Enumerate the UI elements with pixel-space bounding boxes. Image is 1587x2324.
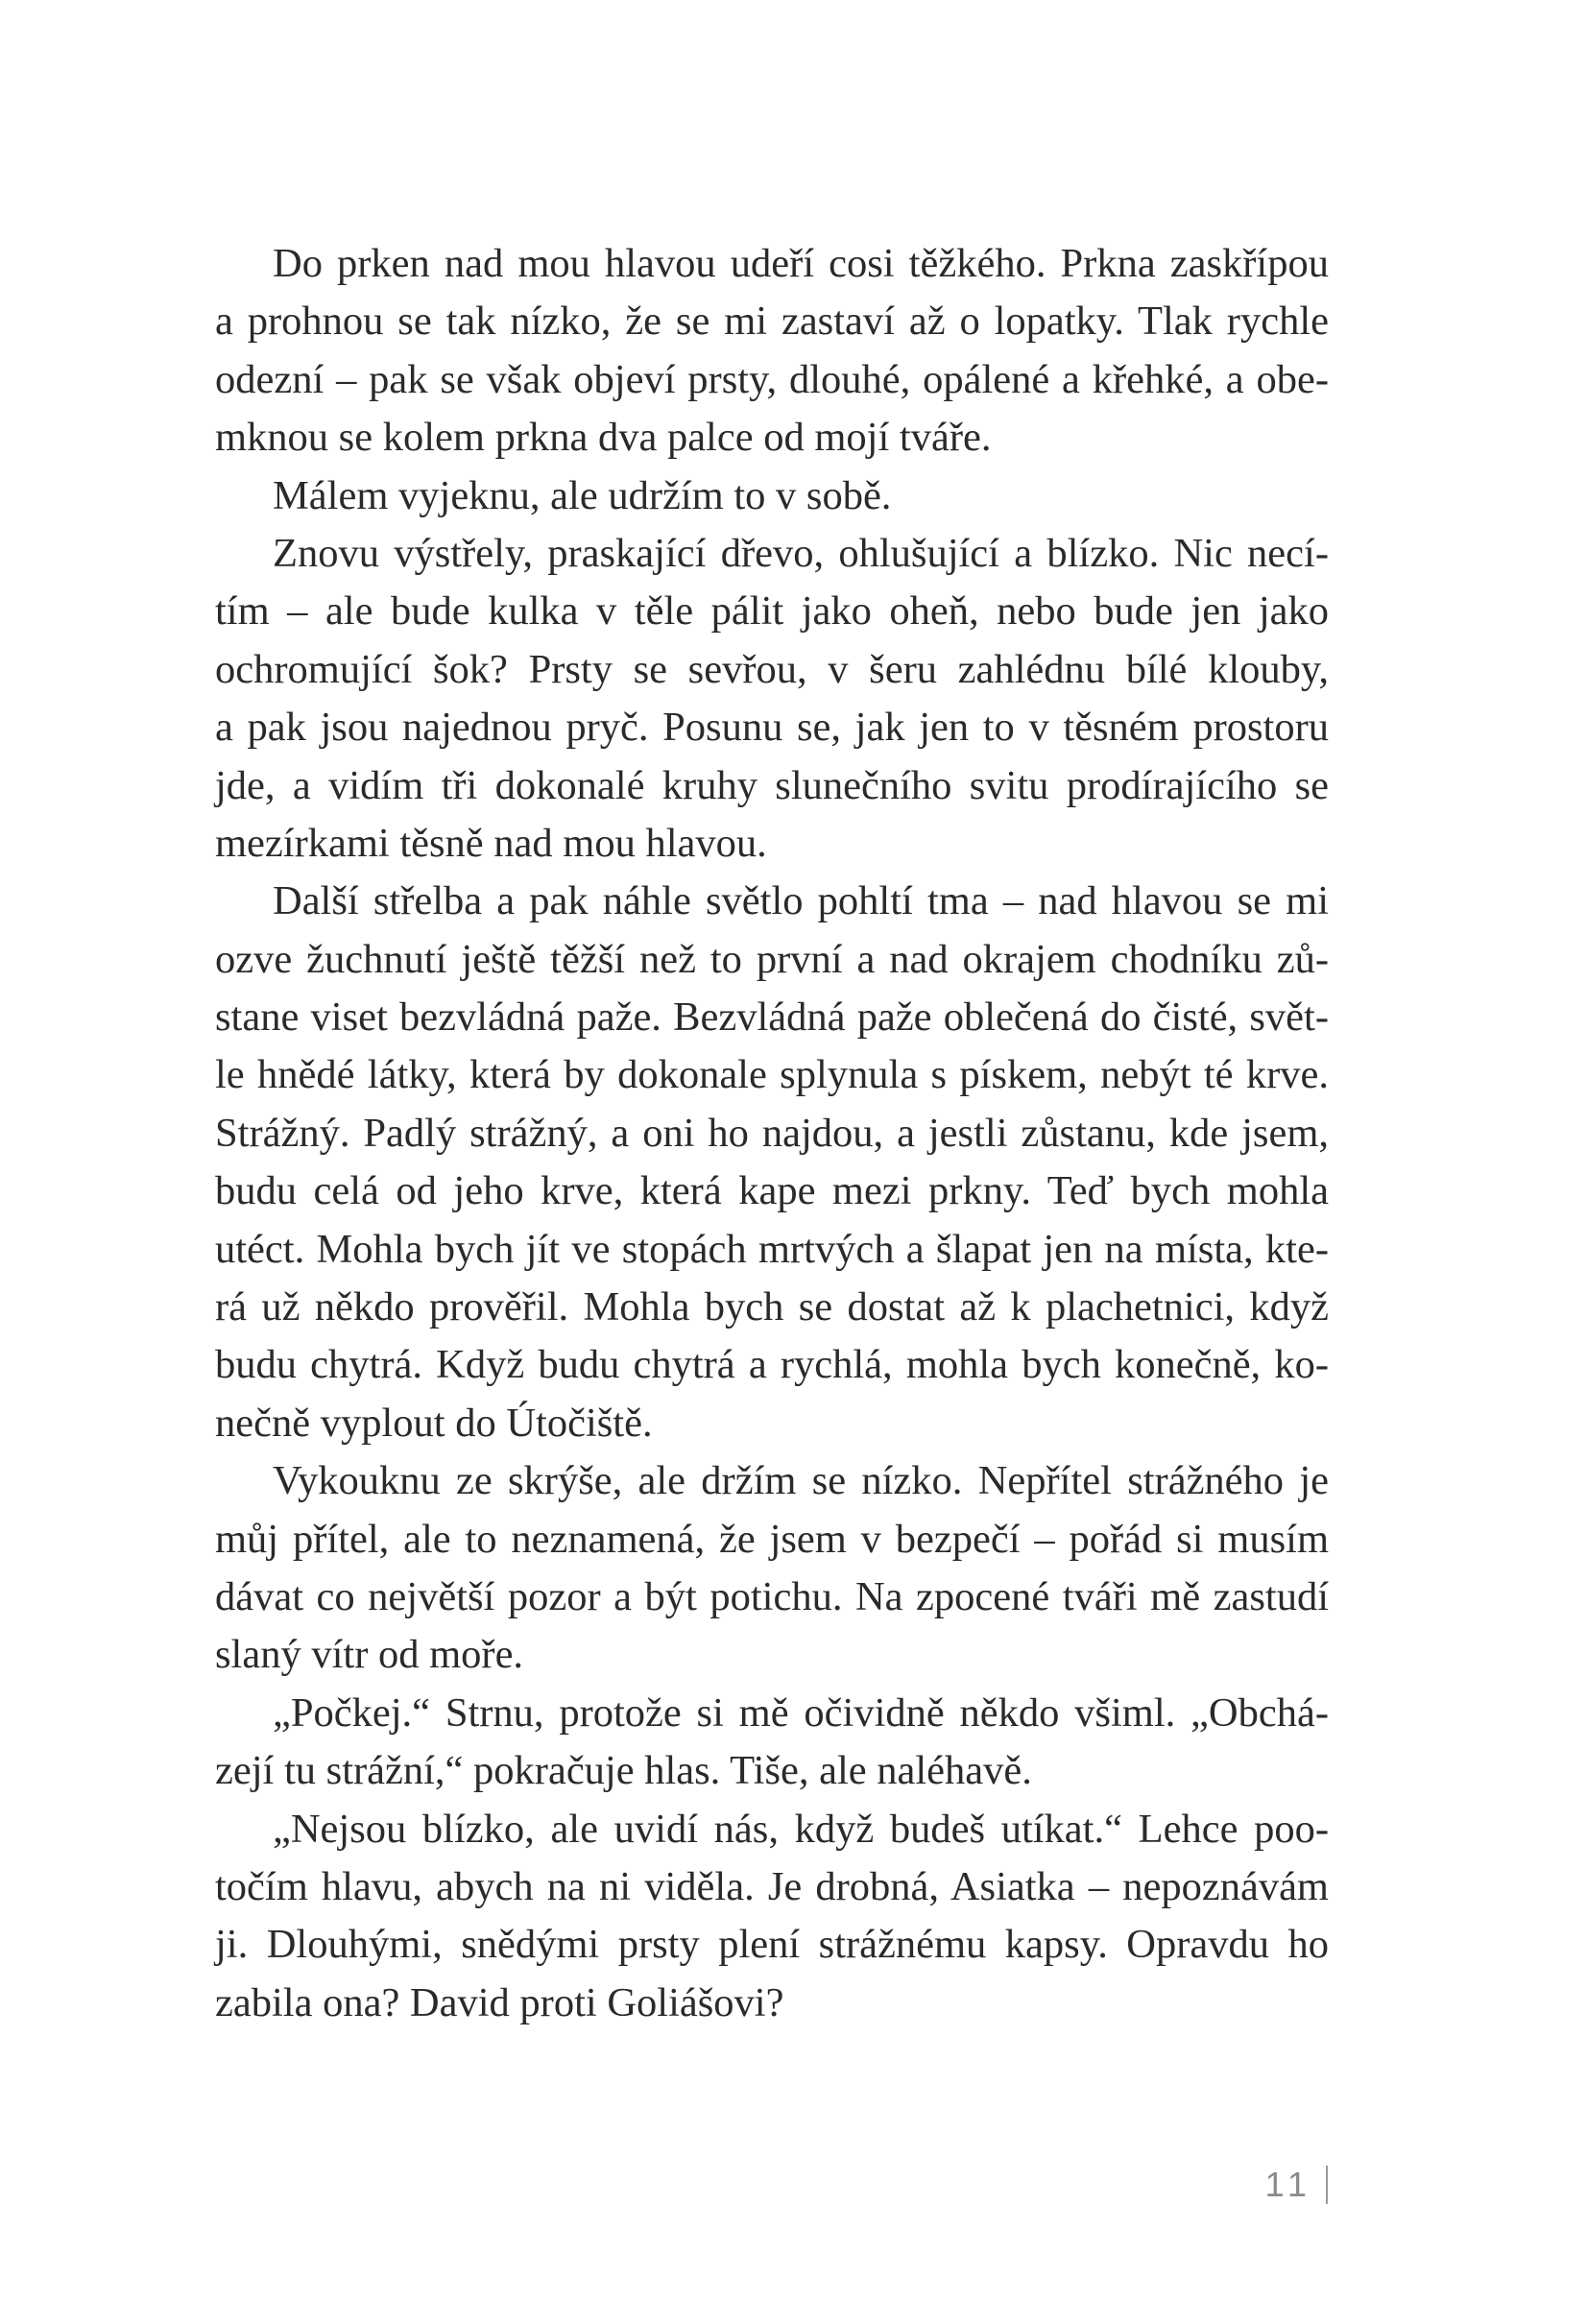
text-line: ochromující šok? Prsty se sevřou, v šeru zahlédnu bílé klouby, — [215, 646, 1329, 692]
text-line: budu chytrá. Když budu chytrá a rychlá, mohla bych konečně, ko- — [215, 1342, 1329, 1388]
paragraph — [215, 467, 1329, 525]
text-line: Málem vyjeknu, ale udržím to v sobě. — [273, 472, 892, 518]
text-line: zabila ona? David proti Goliášovi? — [215, 1979, 784, 2025]
text-line: mezírkami těsně nad mou hlavou. — [215, 820, 767, 866]
text-line: zejí tu strážní,“ pokračuje hlas. Tiše, ale naléhavě. — [215, 1748, 1032, 1794]
folio-divider — [1326, 2166, 1328, 2204]
text-line: jde, a vidím tři dokonalé kruhy slunečního svitu prodírajícího se — [215, 762, 1329, 808]
text-line: tím – ale bude kulka v těle pálit jako oheň, nebo bude jen jako — [215, 588, 1329, 635]
text-line: rá už někdo prověřil. Mohla bych se dostat až k plachetnici, když — [215, 1284, 1329, 1330]
text-line: dávat co největší pozor a být potichu. Na zpocené tváři mě zastudí — [215, 1573, 1329, 1619]
text-line: Vykouknu ze skrýše, ale držím se nízko. Nepřítel strážného je — [273, 1458, 1329, 1504]
text-line: můj přítel, ale to neznamená, že jsem v bezpečí – pořád si musím — [215, 1516, 1329, 1562]
paragraph — [215, 1452, 1329, 1685]
text-line: a pak jsou najednou pryč. Posunu se, jak jen to v těsném prostoru — [215, 705, 1329, 751]
text-line: Další střelba a pak náhle světlo pohltí tma – nad hlavou se mi — [273, 878, 1329, 924]
text-line: ji. Dlouhými, snědými prsty plení strážnému kapsy. Opravdu ho — [215, 1922, 1329, 1968]
text-line: mknou se kolem prkna dva palce od mojí tváře. — [215, 415, 992, 461]
paragraph — [215, 525, 1329, 873]
text-line: Strážný. Padlý strážný, a oni ho najdou, a jestli zůstanu, kde jsem, — [215, 1110, 1329, 1156]
text-line: „Nejsou blízko, ale uvidí nás, když budeš utíkat.“ Lehce poo- — [273, 1806, 1329, 1852]
body-text — [215, 235, 1329, 2032]
text-line: le hnědé látky, která by dokonale splynula s pískem, nebýt té krve. — [215, 1052, 1329, 1098]
text-line: točím hlavu, abych na ni viděla. Je drobná, Asiatka – nepoznávám — [215, 1863, 1329, 1909]
paragraph — [215, 1685, 1329, 1801]
text-line: utéct. Mohla bych jít ve stopách mrtvých a šlapat jen na místa, kte- — [215, 1226, 1329, 1272]
text-line: budu celá od jeho krve, která kape mezi prkny. Teď bych mohla — [215, 1168, 1329, 1214]
paragraph — [215, 1801, 1329, 2033]
page-footer — [1265, 2165, 1328, 2205]
text-line: stane viset bezvládná paže. Bezvládná paže oblečená do čisté, svět- — [215, 994, 1329, 1041]
text-line: a prohnou se tak nízko, že se mi zastaví až o lopatky. Tlak rychle — [215, 299, 1329, 345]
text-line: Do prken nad mou hlavou udeří cosi těžkého. Prkna zaskřípou — [273, 241, 1329, 286]
text-line: Znovu výstřely, praskající dřevo, ohlušující a blízko. Nic necí- — [273, 530, 1329, 576]
text-line: slaný vítr od moře. — [215, 1632, 524, 1678]
paragraph — [215, 235, 1329, 467]
text-line: „Počkej.“ Strnu, protože si mě očividně někdo všiml. „Obchá- — [273, 1689, 1329, 1736]
paragraph — [215, 873, 1329, 1452]
page-number: 11 — [1264, 2165, 1312, 2204]
text-line: odezní – pak se však objeví prsty, dlouhé, opálené a křehké, a obe- — [215, 356, 1329, 402]
text-line: nečně vyplout do Útočiště. — [215, 1400, 653, 1446]
text-line: ozve žuchnutí ještě těžší než to první a nad okrajem chodníku zů- — [215, 936, 1329, 982]
